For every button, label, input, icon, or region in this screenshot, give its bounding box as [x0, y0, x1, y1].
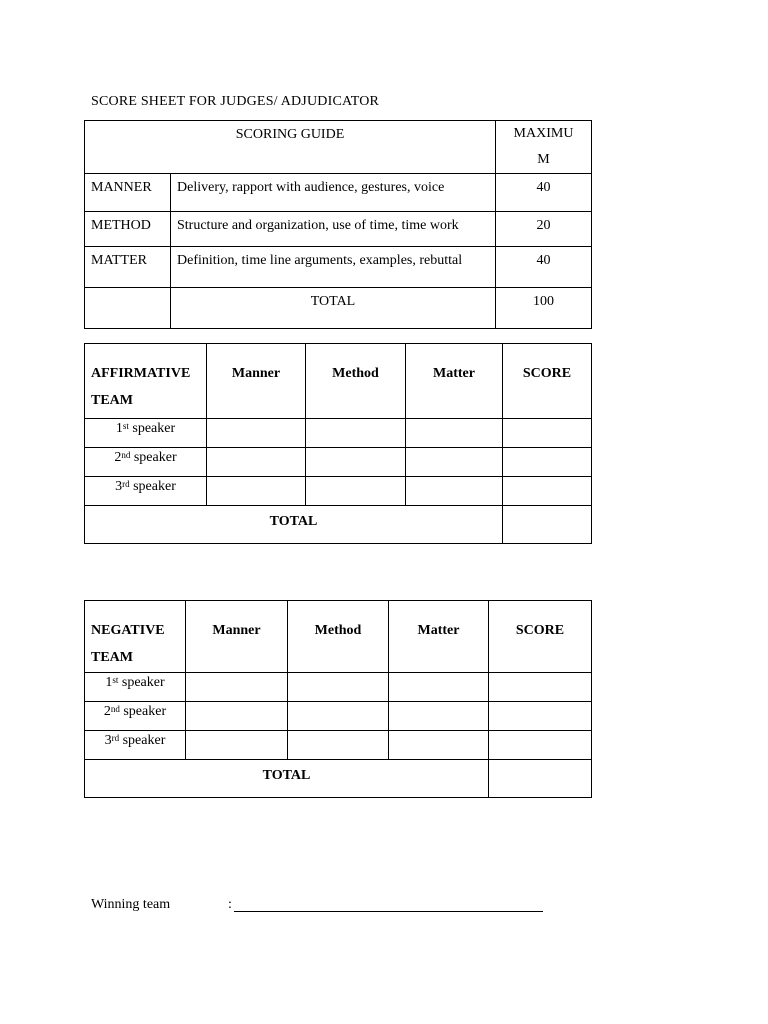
- column-score: SCORE: [503, 344, 592, 419]
- column-manner: Manner: [186, 601, 288, 673]
- guide-total-empty: [85, 288, 171, 329]
- negative-team-line1: NEGATIVE: [91, 623, 165, 638]
- speaker-number: 3: [115, 479, 123, 494]
- guide-row: [85, 247, 592, 288]
- affirmative-team-label: [85, 344, 207, 419]
- speaker-ordinal: nd: [121, 450, 131, 460]
- scoring-guide-label: SCORING GUIDE: [235, 127, 345, 142]
- speaker-text: speaker: [119, 704, 167, 719]
- speaker-row: [85, 702, 592, 731]
- matter-score-cell[interactable]: [406, 477, 503, 506]
- speaker-row: [85, 477, 592, 506]
- manner-score-cell[interactable]: [186, 731, 288, 760]
- column-manner: Manner: [207, 344, 306, 419]
- matter-score-cell[interactable]: [389, 673, 489, 702]
- negative-total-label: TOTAL: [85, 760, 489, 798]
- negative-team-table: [84, 600, 592, 798]
- matter-score-cell[interactable]: [406, 448, 503, 477]
- manner-score-cell[interactable]: [186, 702, 288, 731]
- speaker-label: [85, 419, 207, 448]
- maximum-header-line1: MAXIMU: [513, 126, 574, 141]
- score-cell[interactable]: [503, 477, 592, 506]
- manner-score-cell[interactable]: [207, 419, 306, 448]
- speaker-number: 2: [103, 704, 111, 719]
- column-method: Method: [288, 601, 389, 673]
- score-cell[interactable]: [489, 702, 592, 731]
- affirmative-team-table: [84, 343, 592, 544]
- guide-row: [85, 174, 592, 212]
- method-score-cell[interactable]: [306, 448, 406, 477]
- negative-header-row: [85, 601, 592, 673]
- guide-description: Delivery, rapport with audience, gestures, voice: [171, 174, 496, 212]
- negative-total-row: [85, 760, 592, 798]
- speaker-text: speaker: [129, 479, 176, 494]
- speaker-number: 1: [115, 421, 123, 436]
- speaker-text: speaker: [118, 675, 165, 690]
- guide-description: Structure and organization, use of time, time work: [171, 212, 496, 247]
- column-score: SCORE: [489, 601, 592, 673]
- manner-score-cell[interactable]: [186, 673, 288, 702]
- method-score-cell[interactable]: [288, 731, 389, 760]
- affirmative-total-label: TOTAL: [85, 506, 503, 544]
- speaker-row: [85, 673, 592, 702]
- method-score-cell[interactable]: [288, 673, 389, 702]
- maximum-header-line2: M: [537, 152, 550, 167]
- affirmative-header-row: [85, 344, 592, 419]
- method-score-cell[interactable]: [306, 477, 406, 506]
- guide-max: 20: [496, 212, 592, 247]
- manner-score-cell[interactable]: [207, 448, 306, 477]
- speaker-text: speaker: [128, 421, 176, 436]
- guide-row: [85, 212, 592, 247]
- scoring-guide-header: [85, 121, 496, 174]
- affirmative-team-line2: TEAM: [91, 393, 133, 408]
- guide-category: MANNER: [85, 174, 171, 212]
- maximum-header: [496, 121, 592, 174]
- speaker-label: [85, 702, 186, 731]
- speaker-number: 1: [105, 675, 113, 690]
- matter-score-cell[interactable]: [389, 731, 489, 760]
- speaker-label: [85, 673, 186, 702]
- guide-total-value: 100: [496, 288, 592, 329]
- score-cell[interactable]: [503, 448, 592, 477]
- page-title: SCORE SHEET FOR JUDGES/ ADJUDICATOR: [91, 94, 380, 109]
- speaker-ordinal: rd: [111, 733, 120, 743]
- speaker-text: speaker: [119, 733, 166, 748]
- negative-total-score-cell[interactable]: [489, 760, 592, 798]
- affirmative-team-line1: AFFIRMATIVE: [91, 366, 191, 381]
- method-score-cell[interactable]: [306, 419, 406, 448]
- negative-team-line2: TEAM: [91, 650, 133, 665]
- scoring-guide-table: [84, 120, 592, 329]
- matter-score-cell[interactable]: [389, 702, 489, 731]
- method-score-cell[interactable]: [288, 702, 389, 731]
- speaker-text: speaker: [130, 450, 177, 465]
- score-cell[interactable]: [503, 419, 592, 448]
- affirmative-total-row: [85, 506, 592, 544]
- score-cell[interactable]: [489, 673, 592, 702]
- speaker-number: 3: [104, 733, 112, 748]
- guide-category: MATTER: [85, 247, 171, 288]
- affirmative-total-score-cell[interactable]: [503, 506, 592, 544]
- column-matter: Matter: [406, 344, 503, 419]
- speaker-row: [85, 731, 592, 760]
- speaker-row: [85, 419, 592, 448]
- winning-team-blank-line[interactable]: [234, 911, 543, 912]
- speaker-label: [85, 477, 207, 506]
- winning-team-label: Winning team: [91, 897, 171, 912]
- guide-description: Definition, time line arguments, examples, rebuttal: [171, 247, 496, 288]
- scoring-guide-header-row: [85, 121, 592, 174]
- column-matter: Matter: [389, 601, 489, 673]
- speaker-row: [85, 448, 592, 477]
- manner-score-cell[interactable]: [207, 477, 306, 506]
- speaker-ordinal: nd: [110, 704, 120, 714]
- guide-max: 40: [496, 247, 592, 288]
- negative-team-label: [85, 601, 186, 673]
- speaker-ordinal: st: [112, 675, 119, 685]
- score-cell[interactable]: [489, 731, 592, 760]
- speaker-label: [85, 448, 207, 477]
- guide-max: 40: [496, 174, 592, 212]
- speaker-label: [85, 731, 186, 760]
- column-method: Method: [306, 344, 406, 419]
- matter-score-cell[interactable]: [406, 419, 503, 448]
- winning-team-colon: :: [228, 897, 232, 912]
- speaker-number: 2: [114, 450, 122, 465]
- speaker-ordinal: rd: [122, 479, 130, 489]
- speaker-ordinal: st: [122, 421, 129, 431]
- guide-total-label: TOTAL: [171, 288, 496, 329]
- guide-category: METHOD: [85, 212, 171, 247]
- guide-total-row: [85, 288, 592, 329]
